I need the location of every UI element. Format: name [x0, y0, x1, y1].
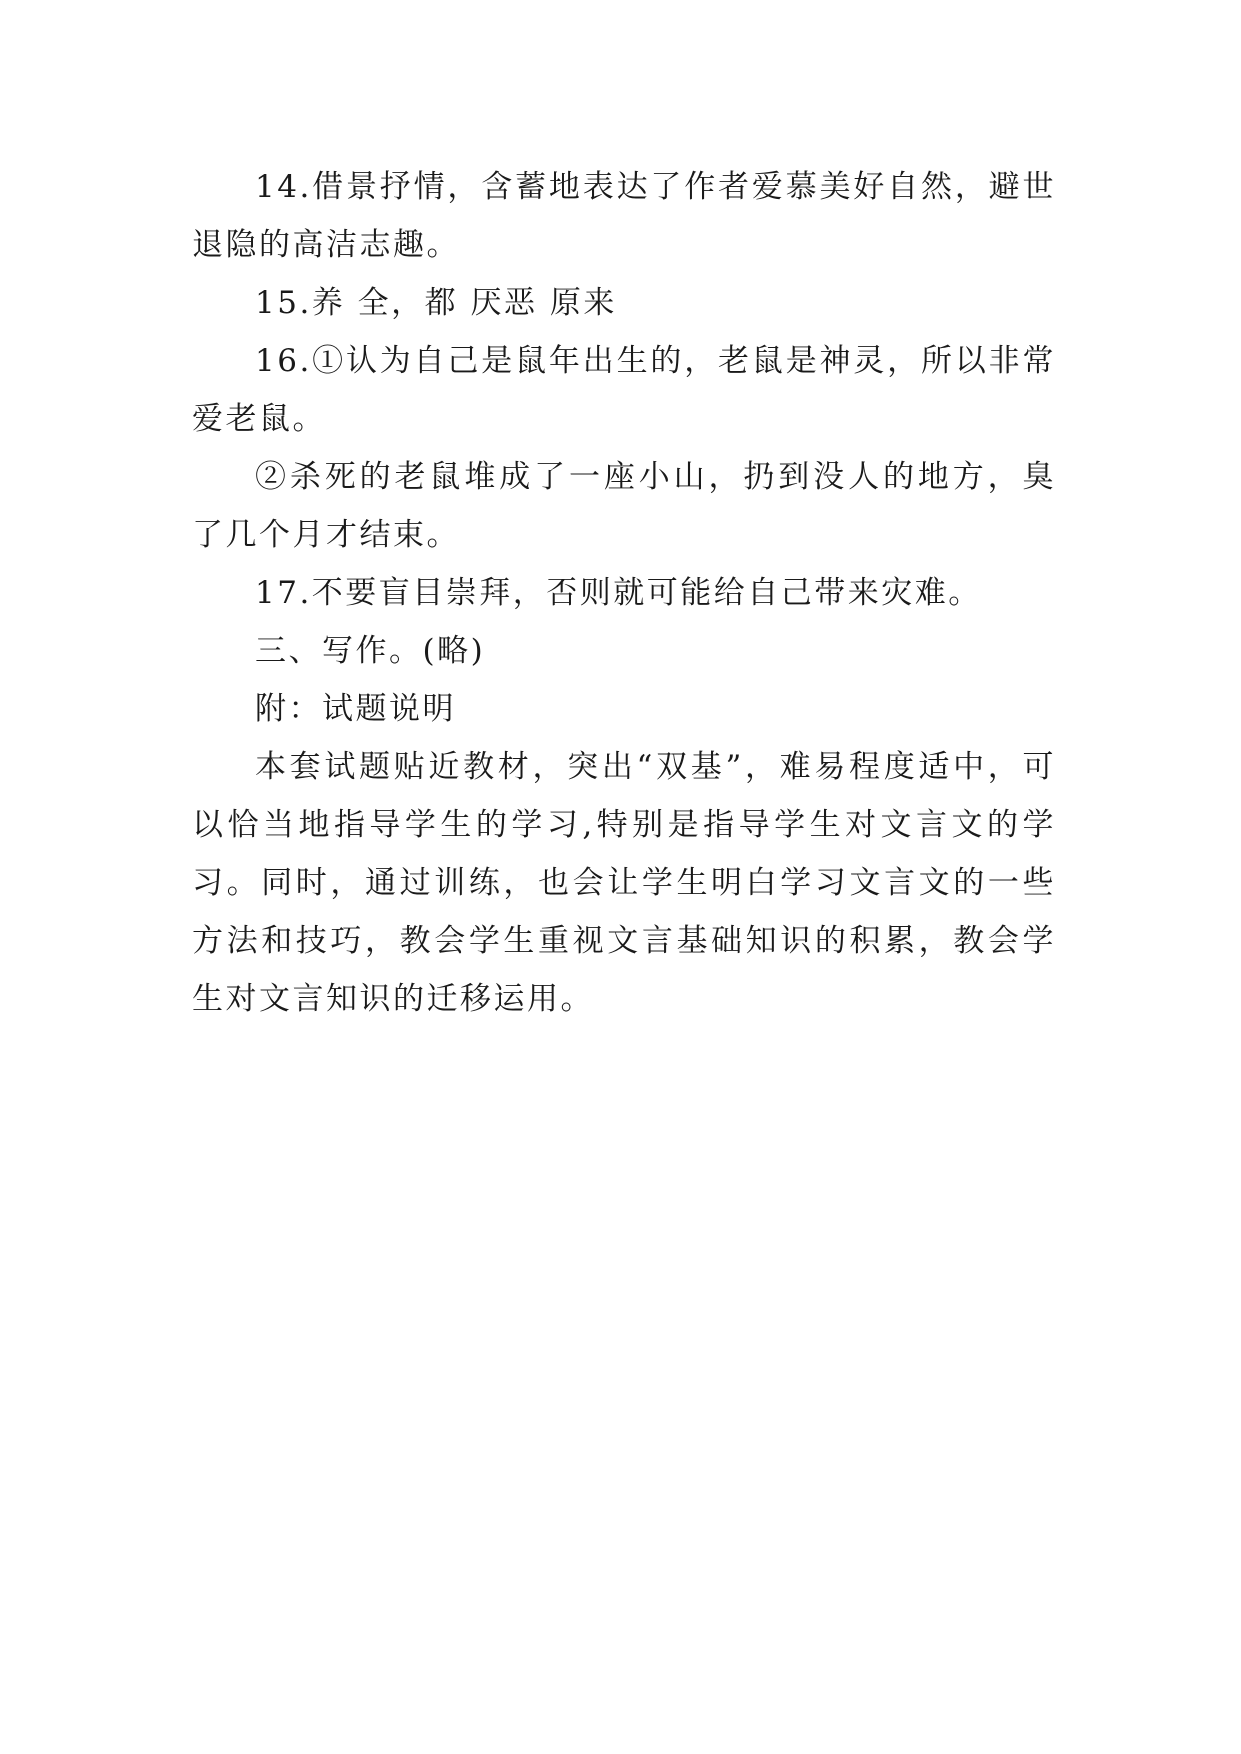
answer-14: 14.借景抒情，含蓄地表达了作者爱慕美好自然，避世退隐的高洁志趣。: [192, 169, 1056, 263]
appendix-description: 本套试题贴近教材，突出“双基”，难易程度适中，可以恰当地指导学生的学习,特别是指导学生对文言文的学习。同时，通过训练，也会让学生明白学习文言文的一些方法和技巧，教会学生重视文言基础知识的积累，教会学生对文言知识的迁移运用。: [192, 749, 1056, 1017]
answer-16-part-1: 16.①认为自己是鼠年出生的，老鼠是神灵，所以非常爱老鼠。: [192, 343, 1056, 437]
appendix-heading: 附：试题说明: [255, 691, 456, 727]
answer-16-part-2: ②杀死的老鼠堆成了一座小山，扔到没人的地方，臭了几个月才结束。: [192, 459, 1056, 553]
answer-17: 17.不要盲目崇拜，否则就可能给自己带来灾难。: [255, 575, 982, 611]
document-body: [192, 158, 1056, 1028]
section-writing: 三、写作。(略): [255, 633, 486, 669]
answer-15: 15.养 全，都 厌恶 原来: [255, 285, 617, 321]
